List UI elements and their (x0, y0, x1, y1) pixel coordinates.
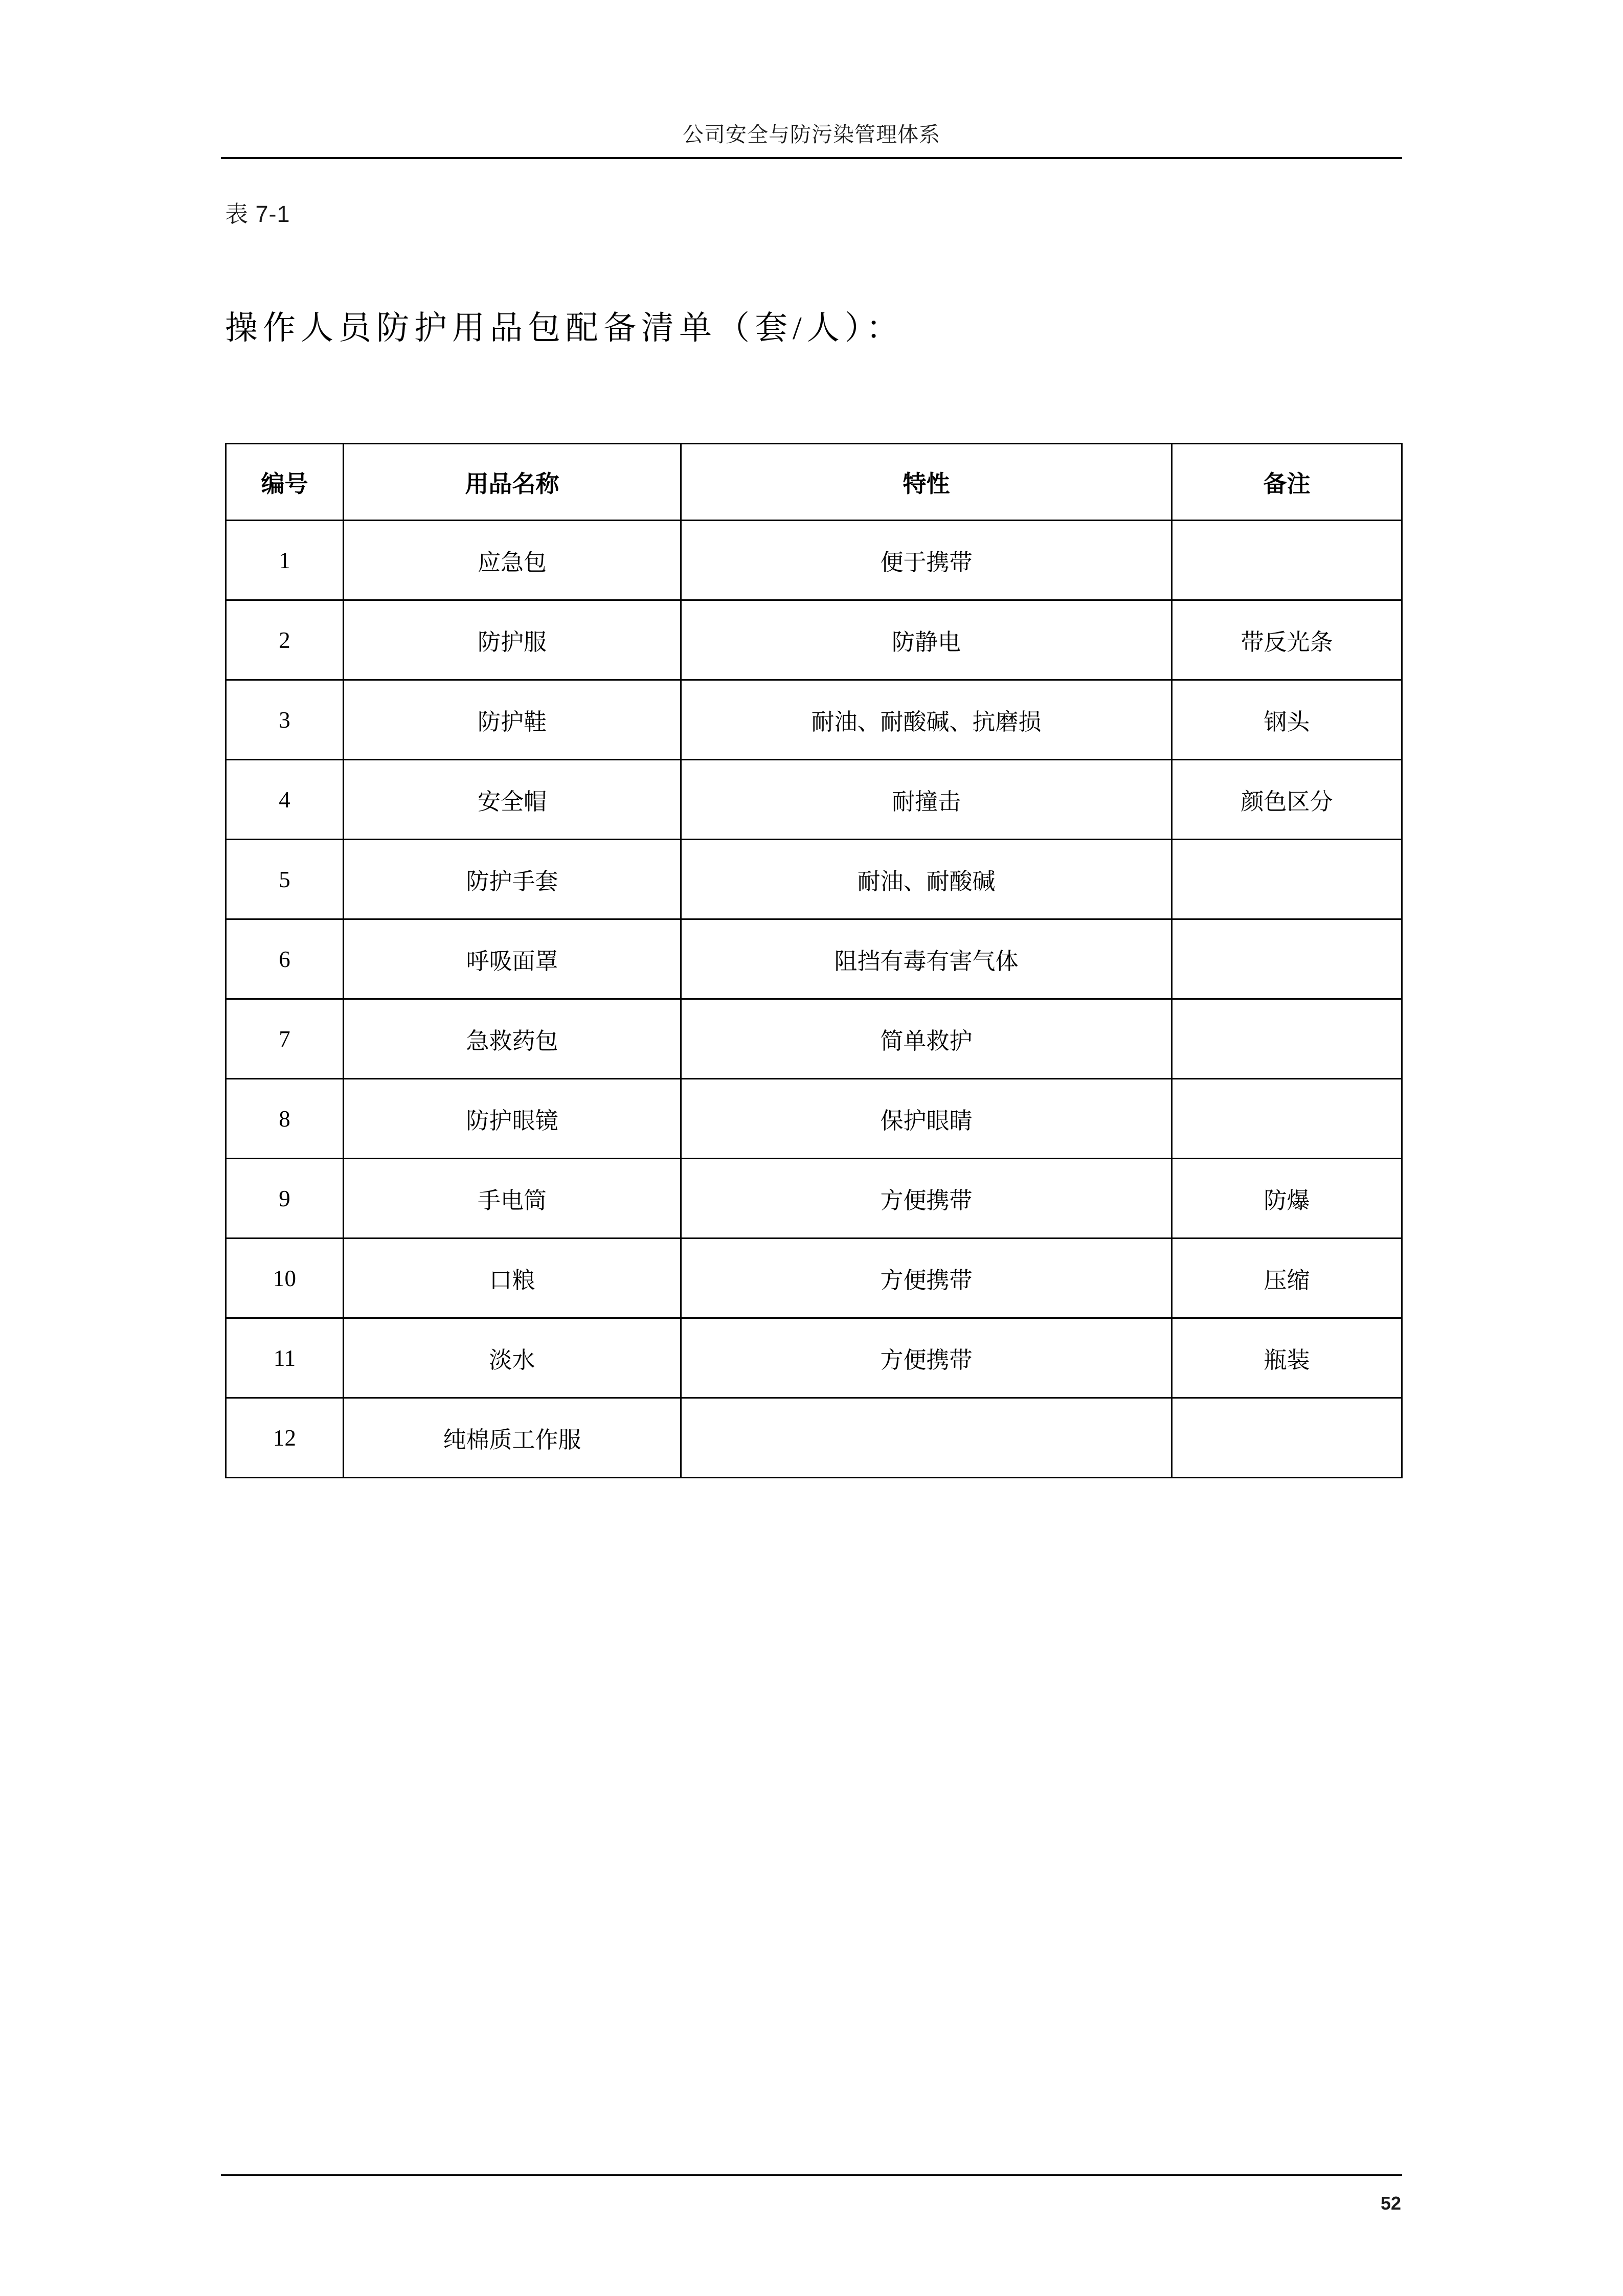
table-number-label: 表 7-1 (225, 201, 290, 227)
cell-note: 钢头 (1172, 680, 1402, 760)
cell-characteristic: 便于携带 (681, 521, 1172, 600)
table-row (226, 840, 1402, 919)
column-header-note: 备注 (1172, 444, 1402, 521)
cell-characteristic (681, 1398, 1172, 1478)
table-row (226, 521, 1402, 600)
column-header-characteristic: 特性 (681, 444, 1172, 521)
cell-no: 1 (226, 521, 344, 600)
table-header-row (226, 444, 1402, 521)
table-row (226, 680, 1402, 760)
cell-no: 12 (226, 1398, 344, 1478)
cell-note (1172, 521, 1402, 600)
cell-name: 淡水 (344, 1318, 681, 1398)
cell-no: 3 (226, 680, 344, 760)
cell-no: 11 (226, 1318, 344, 1398)
page-header (221, 118, 1402, 159)
cell-name: 应急包 (344, 521, 681, 600)
cell-note (1172, 999, 1402, 1079)
cell-characteristic: 耐油、耐酸碱、抗磨损 (681, 680, 1172, 760)
cell-name: 防护鞋 (344, 680, 681, 760)
cell-no: 7 (226, 999, 344, 1079)
table-row (226, 1398, 1402, 1478)
table-row (226, 1159, 1402, 1239)
cell-note (1172, 919, 1402, 999)
cell-no: 5 (226, 840, 344, 919)
running-title: 公司安全与防污染管理体系 (683, 123, 940, 146)
cell-name: 急救药包 (344, 999, 681, 1079)
cell-name: 纯棉质工作服 (344, 1398, 681, 1478)
cell-characteristic: 防静电 (681, 600, 1172, 680)
column-header-name: 用品名称 (344, 444, 681, 521)
footer-divider (221, 2174, 1402, 2176)
cell-note (1172, 1398, 1402, 1478)
cell-note: 防爆 (1172, 1159, 1402, 1239)
cell-name: 防护手套 (344, 840, 681, 919)
column-header-no: 编号 (226, 444, 344, 521)
cell-characteristic: 方便携带 (681, 1159, 1172, 1239)
page-title: 操作人员防护用品包配备清单（套/人）： (225, 310, 904, 346)
cell-note: 带反光条 (1172, 600, 1402, 680)
cell-no: 9 (226, 1159, 344, 1239)
cell-no: 4 (226, 760, 344, 840)
table-row (226, 1239, 1402, 1318)
cell-characteristic: 阻挡有毒有害气体 (681, 919, 1172, 999)
cell-note: 压缩 (1172, 1239, 1402, 1318)
cell-note (1172, 1079, 1402, 1159)
table-row (226, 919, 1402, 999)
cell-characteristic: 保护眼睛 (681, 1079, 1172, 1159)
cell-characteristic: 简单救护 (681, 999, 1172, 1079)
cell-name: 防护眼镜 (344, 1079, 681, 1159)
cell-characteristic: 方便携带 (681, 1239, 1172, 1318)
cell-no: 10 (226, 1239, 344, 1318)
page-number: 52 (1380, 2193, 1401, 2214)
cell-note: 颜色区分 (1172, 760, 1402, 840)
cell-characteristic: 方便携带 (681, 1318, 1172, 1398)
cell-no: 8 (226, 1079, 344, 1159)
cell-name: 口粮 (344, 1239, 681, 1318)
cell-characteristic: 耐撞击 (681, 760, 1172, 840)
table-row (226, 999, 1402, 1079)
cell-name: 呼吸面罩 (344, 919, 681, 999)
table-row (226, 1079, 1402, 1159)
header-divider (221, 157, 1402, 159)
cell-no: 2 (226, 600, 344, 680)
equipment-table (225, 443, 1403, 1478)
table-row (226, 760, 1402, 840)
cell-name: 防护服 (344, 600, 681, 680)
cell-name: 手电筒 (344, 1159, 681, 1239)
table-row (226, 1318, 1402, 1398)
cell-characteristic: 耐油、耐酸碱 (681, 840, 1172, 919)
cell-note (1172, 840, 1402, 919)
cell-no: 6 (226, 919, 344, 999)
cell-name: 安全帽 (344, 760, 681, 840)
table-row (226, 600, 1402, 680)
cell-note: 瓶装 (1172, 1318, 1402, 1398)
